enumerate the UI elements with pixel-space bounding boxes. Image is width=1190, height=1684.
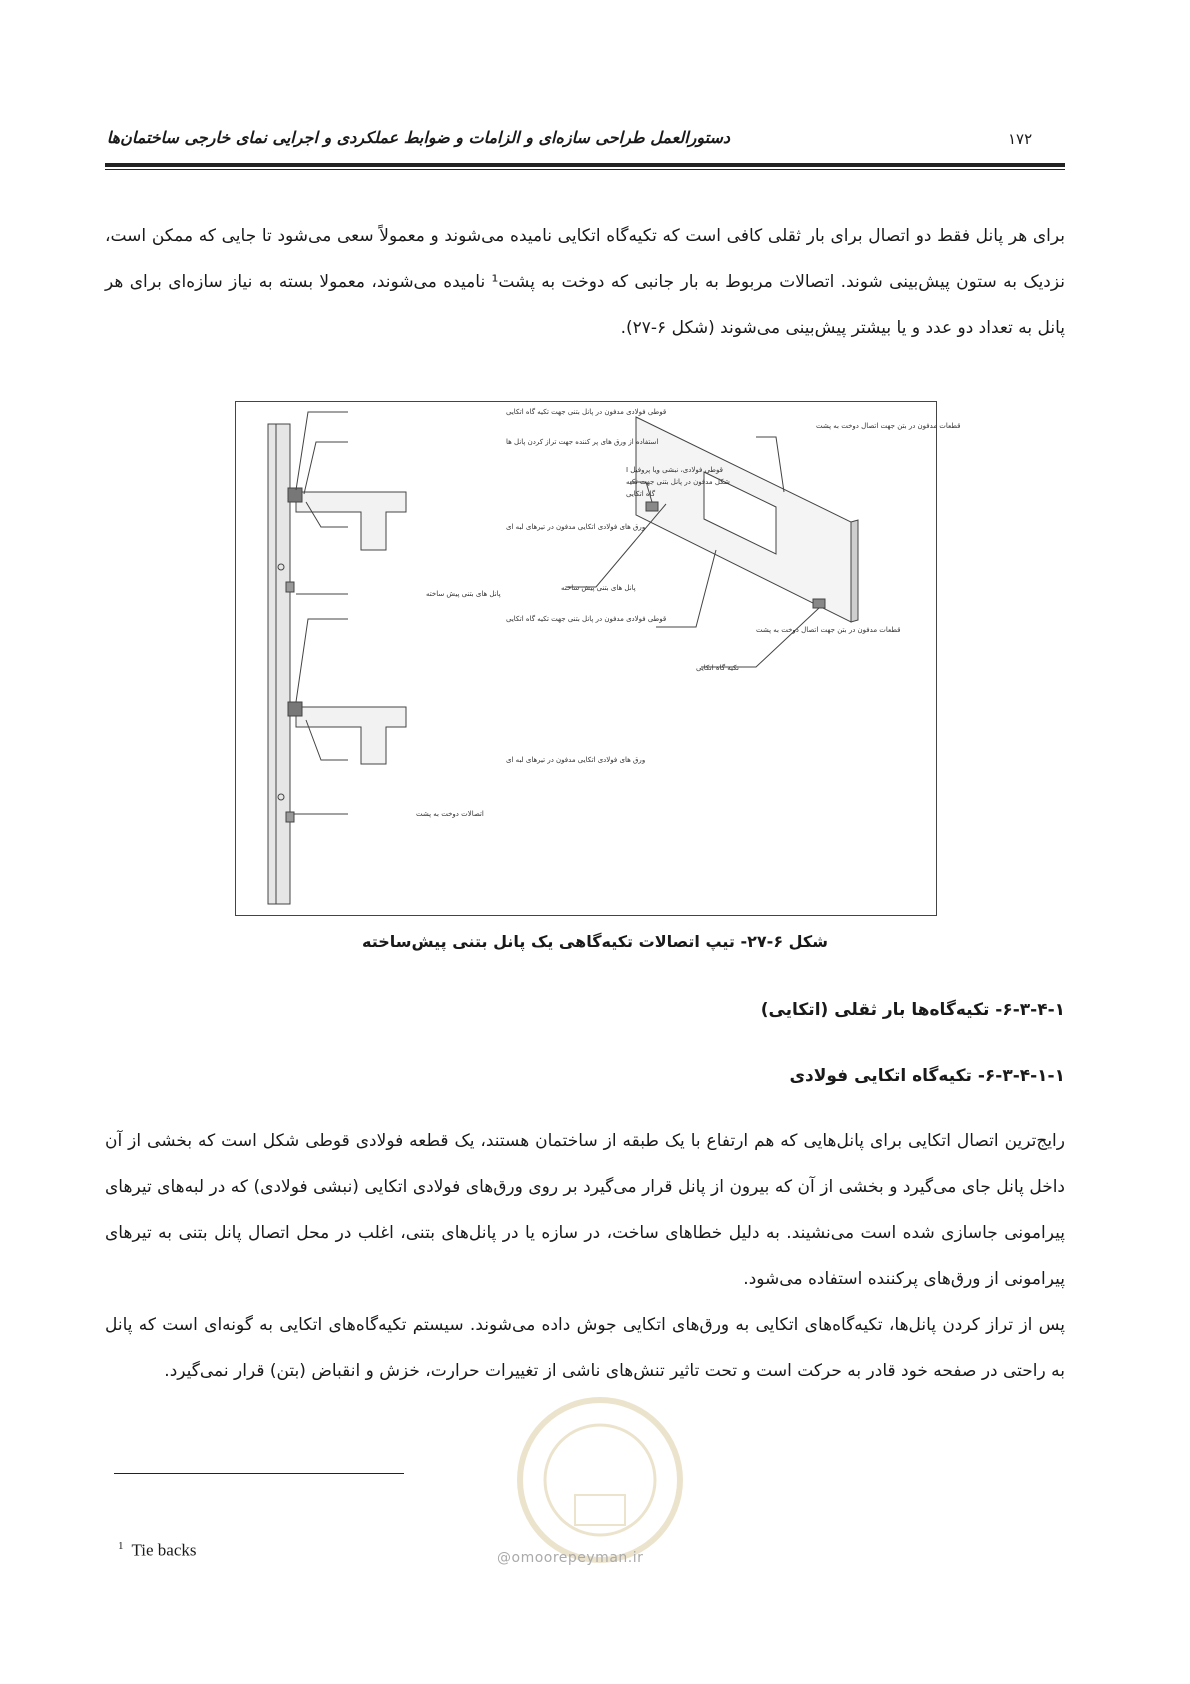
- watermark-text: @omoorepeyman.ir: [497, 1550, 644, 1566]
- figure-connections-diagram: [235, 401, 961, 916]
- running-header-title: دستورالعمل طراحی سازه‌ای و الزامات و ضوابط عملکردی و اجرایی نمای خارجی ساختمان‌ها: [106, 128, 730, 147]
- label-precast-panel-left: پانل های بتنی پیش ساخته: [426, 590, 501, 598]
- tieback-plate-upper: [286, 582, 294, 592]
- label-embedded-parts-top: قطعات مدفون در بتن جهت اتصال دوخت به پشت: [816, 422, 961, 430]
- iso-bearing-left: [646, 502, 658, 511]
- section-heading-steel-bearing: ۶-۳-۴-۱-۱- تکیه‌گاه اتکایی فولادی: [789, 1066, 1065, 1086]
- watermark-logo: [480, 1385, 720, 1575]
- label-steel-profile-1: قوطی فولادی، نبشی ویا پروفیل I: [626, 466, 723, 474]
- label-bearing: تکیه گاه اتکایی: [696, 664, 739, 672]
- label-shim: استفاده از ورق های پر کننده جهت تراز کردن پانل ها: [506, 438, 659, 446]
- label-embed-plate-top: ورق های فولادی اتکایی مدفون در تیرهای لبه ای: [506, 523, 646, 531]
- intro-paragraph: برای هر پانل فقط دو اتصال برای بار ثقلی کافی است که تکیه‌گاه اتکایی نامیده می‌شوند و معمولاً سعی می‌شود تا جایی که ممکن است، نزدیک به ستون پیش‌بینی شوند. اتصالات مربوط به بار جانبی که دوخت به پشت¹ نامیده می‌شوند، معمولا بسته به نیاز سازه‌ای برای هر پانل به تعداد دو عدد و یا بیشتر پیش‌بینی می‌شوند (شکل ۶-۲۷).: [105, 226, 1065, 338]
- label-box-top: قوطی فولادی مدفون در پانل بتنی جهت تکیه گاه اتکایی: [506, 408, 667, 416]
- body-paragraph-2: پس از تراز کردن پانل‌ها، تکیه‌گاه‌های اتکایی به ورق‌های اتکایی جوش داده می‌شوند. سیستم تکیه‌گاه‌های اتکایی به گونه‌ای است که پانل به راحتی در صفحه خود قادر به حرکت است و تحت تاثیر تنش‌های ناشی از تغییرات حرارت، خزش و انقباض (بتن) قرار نمی‌گیرد.: [105, 1315, 1065, 1381]
- lower-floor-slab: [296, 707, 406, 764]
- label-box-mid: قوطی فولادی مدفون در پانل بتنی جهت تکیه گاه اتکایی: [506, 615, 667, 623]
- page-number: ۱۷۲: [1008, 130, 1033, 148]
- diagram-svg: [236, 402, 961, 915]
- upper-steel-box: [288, 488, 302, 502]
- label-embed-plate-bottom: ورق های فولادی اتکایی مدفون در تیرهای لبه ای: [506, 756, 646, 764]
- section-heading-gravity-supports: ۶-۳-۴-۱- تکیه‌گاه‌ها بار ثقلی (اتکایی): [760, 1000, 1065, 1020]
- footnote: [118, 1540, 197, 1561]
- label-embedded-parts-bottom: قطعات مدفون در بتن جهت اتصال دوخت به پشت: [756, 626, 901, 634]
- label-tieback: اتصالات دوخت به پشت: [416, 810, 484, 818]
- wall-section-panel: [268, 424, 290, 904]
- label-precast-panel-right: پانل های بتنی پیش ساخته: [561, 584, 636, 592]
- header-rule-thin: [105, 169, 1065, 170]
- footnote-text: Tie backs: [131, 1540, 197, 1560]
- tieback-plate-lower: [286, 812, 294, 822]
- iso-bearing-right: [813, 599, 825, 608]
- footnote-rule: [114, 1473, 404, 1474]
- lower-steel-box: [288, 702, 302, 716]
- label-steel-profile-3: گاه اتکایی: [626, 490, 656, 498]
- footnote-marker: 1: [118, 1540, 124, 1552]
- header-rule-thick: [105, 163, 1065, 167]
- figure-caption: شکل ۶-۲۷- تیپ اتصالات تکیه‌گاهی یک پانل بتنی پیش‌ساخته: [362, 932, 828, 951]
- body-paragraph-1: رایج‌ترین اتصال اتکایی برای پانل‌هایی که هم ارتفاع با یک طبقه از ساختمان هستند، یک قطعه فولادی قوطی شکل است که بخشی از آن داخل پانل جای می‌گیرد و بخشی از آن که بیرون از پانل قرار می‌گیرد بر روی ورق‌های فولادی اتکایی (نبشی فولادی) که در لبه‌های تیرهای پیرامونی جاسازی شده است می‌نشیند. به دلیل خطاهای ساخت، در سازه یا در پانل‌های بتنی، اغلب در محل اتصال پانل بتنی به تیرهای پیرامونی از ورق‌های پرکننده استفاده می‌شود.: [105, 1131, 1065, 1289]
- label-steel-profile-2: شکل مدفون در پانل بتنی جهت تکیه: [626, 478, 730, 486]
- upper-floor-slab: [296, 492, 406, 550]
